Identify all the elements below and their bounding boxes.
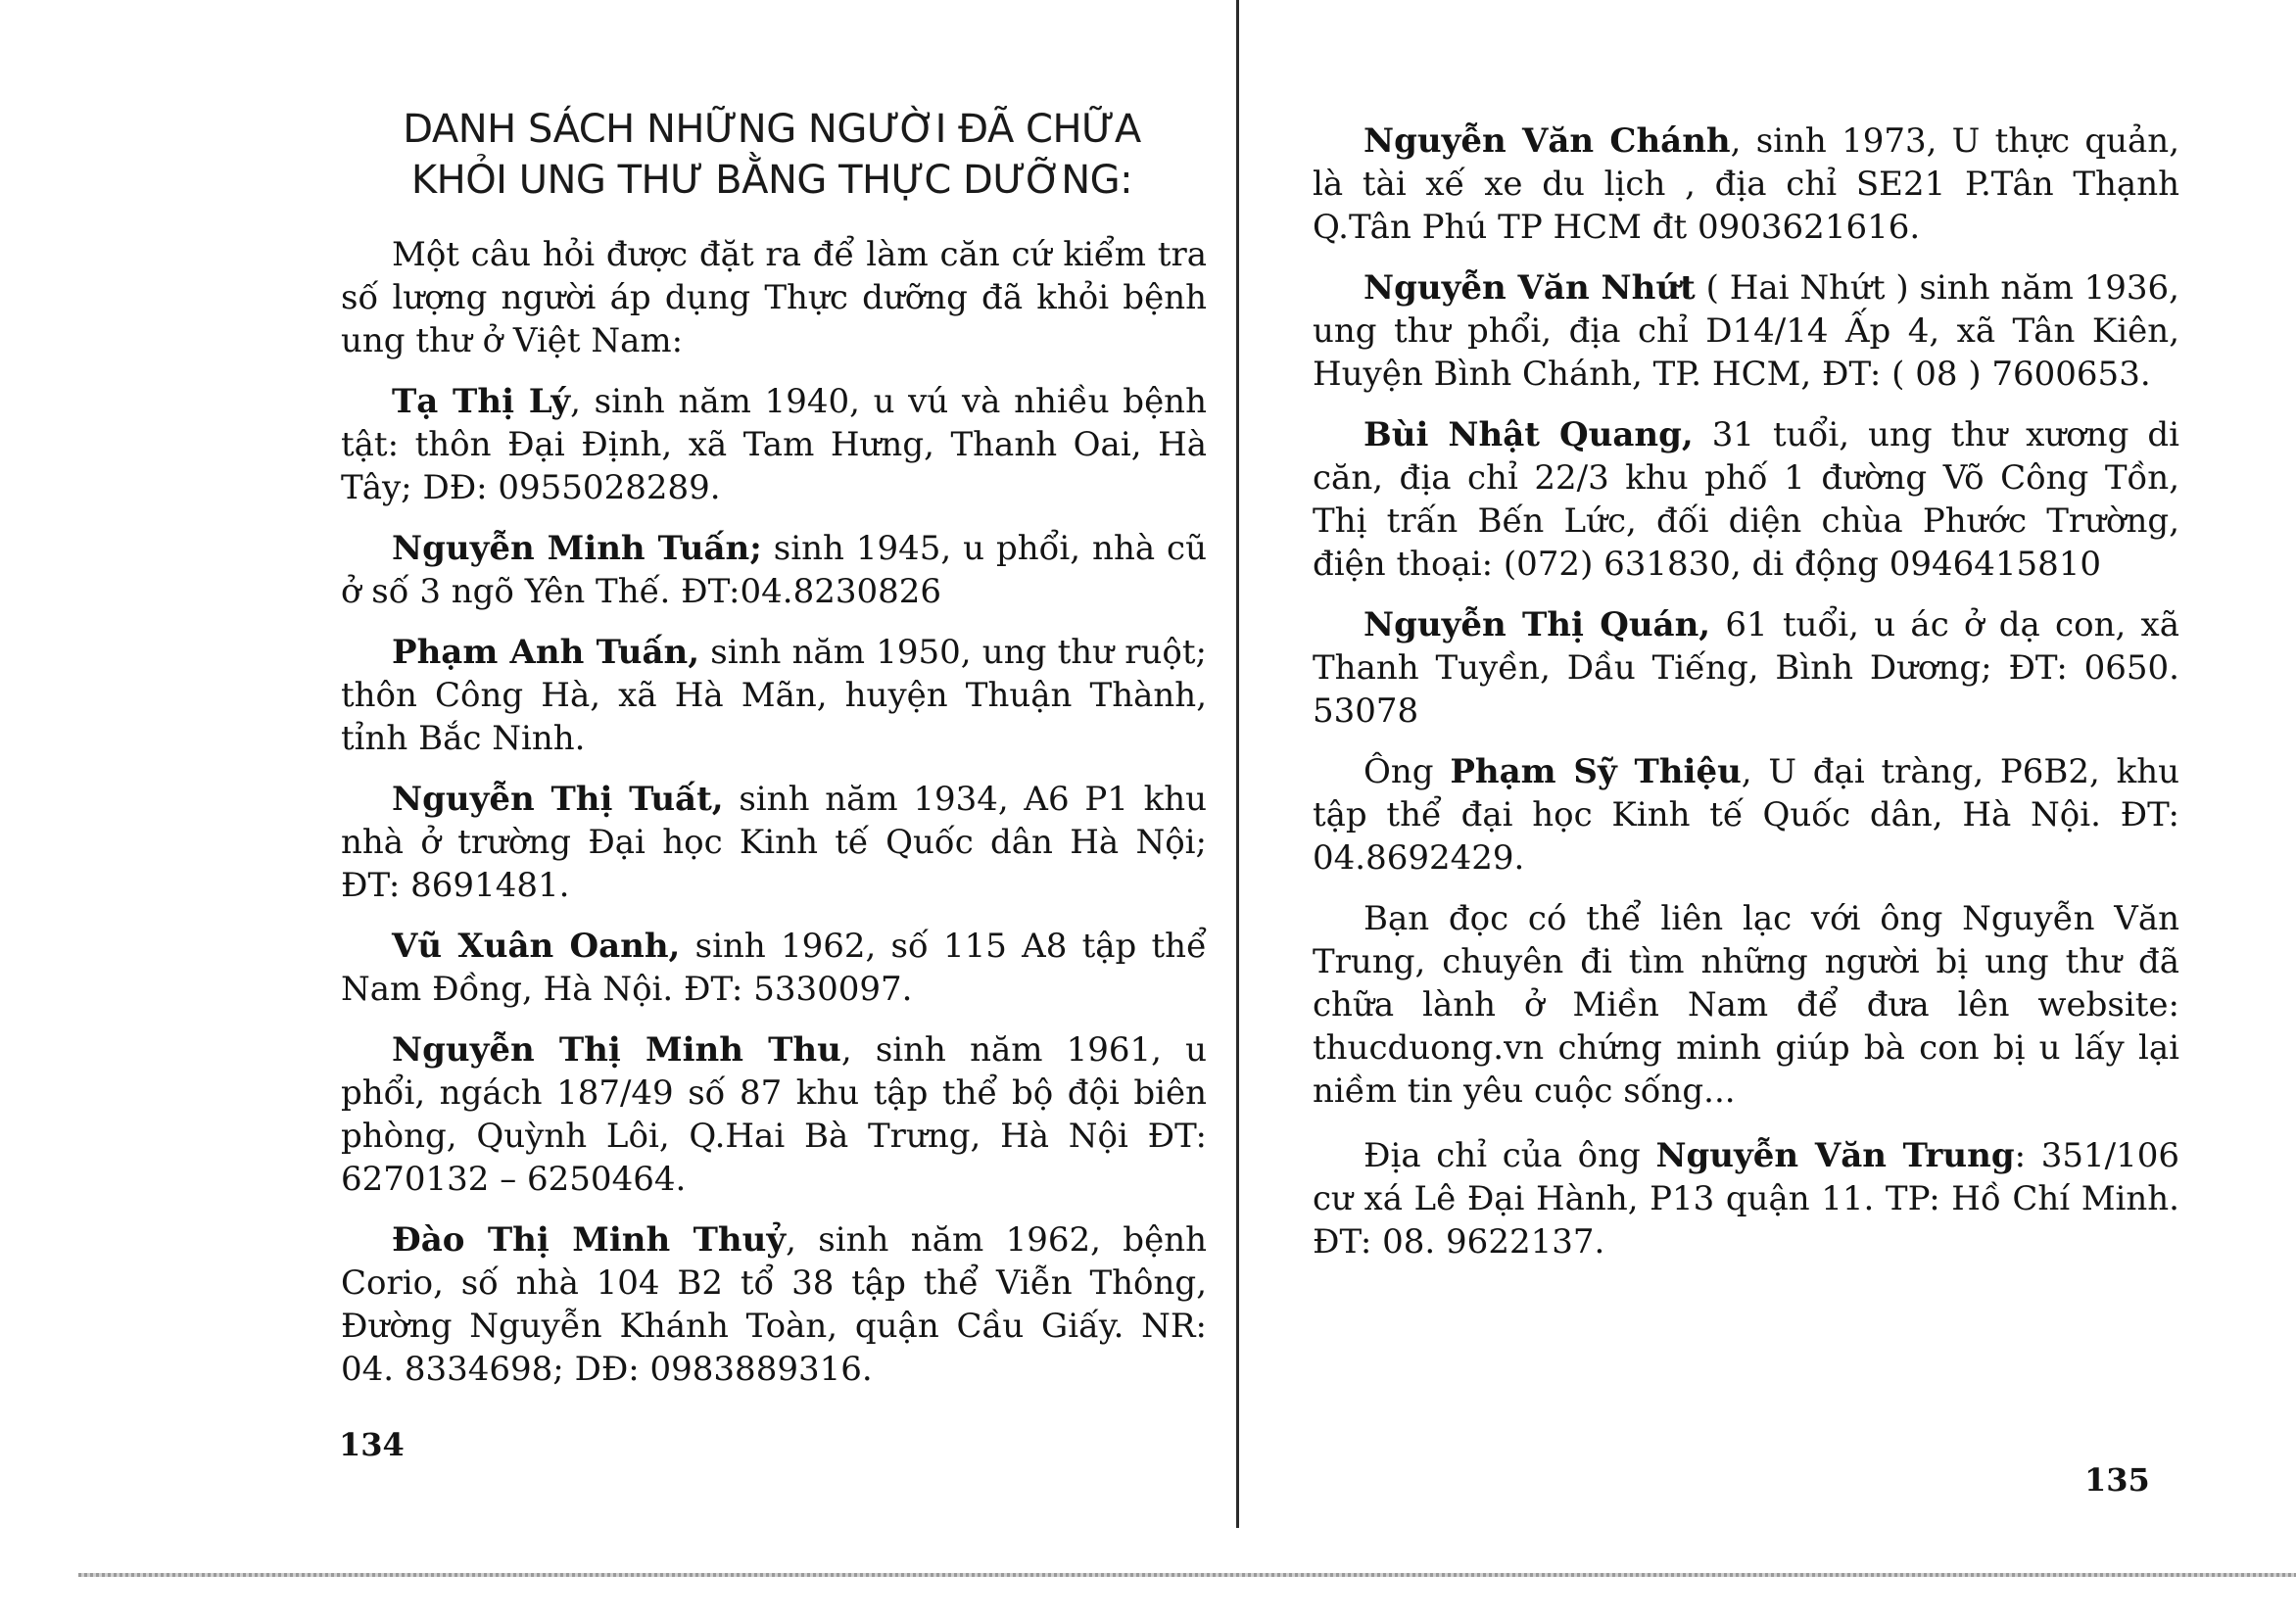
entry-name: Nguyễn Văn Chánh xyxy=(1363,121,1731,161)
entry-nguyen-van-chanh xyxy=(1313,119,2179,249)
entry-nguyen-thi-tuat xyxy=(341,778,1207,907)
entry-text: , sinh năm 1962, bệnh Corio, số nhà 104 B2 tổ 38 tập thể Viễn Thông, Đường Nguyễn Khánh Toàn, quận Cầu Giấy. NR: 04. 8334698; DĐ: 0983889316. xyxy=(341,1220,1207,1389)
page-number-left: 134 xyxy=(339,1426,405,1463)
address-paragraph xyxy=(1313,1134,2179,1263)
address-text: : 351/106 cư xá Lê Đại Hành, P13 quận 11. TP: Hồ Chí Minh. ĐT: 08. 9622137. xyxy=(1313,1136,2179,1262)
address-name: Nguyễn Văn Trung xyxy=(1655,1136,2015,1175)
entry-text: ( Hai Nhứt ) sinh năm 1936, ung thư phổi, địa chỉ D14/14 Ấp 4, xã Tân Kiên, Huyện Bình Chánh, TP. HCM, ĐT: ( 08 ) 7600653. xyxy=(1313,268,2179,394)
address-prefix: Địa chỉ của ông xyxy=(1363,1136,1656,1175)
title-line-2: KHỎI UNG THƯ BẰNG THỰC DƯỠNG: xyxy=(410,158,1133,203)
entry-ta-thi-ly xyxy=(341,380,1207,509)
entry-text: sinh 1962, số 115 A8 tập thể Nam Đồng, Hà Nội. ĐT: 5330097. xyxy=(341,927,1207,1009)
entry-dao-thi-minh-thuy xyxy=(341,1218,1207,1391)
entry-nguyen-minh-tuan xyxy=(341,527,1207,613)
entry-bui-nhat-quang xyxy=(1313,413,2179,586)
entry-name: Nguyễn Minh Tuấn; xyxy=(392,529,762,568)
page-title xyxy=(380,104,1164,206)
entry-prefix: Ông xyxy=(1363,752,1451,791)
entry-text: , sinh 1973, U thực quản, là tài xế xe du lịch , địa chỉ SE21 P.Tân Thạnh Q.Tân Phú TP HCM đt 0903621616. xyxy=(1313,121,2179,247)
entry-nguyen-thi-quan xyxy=(1313,603,2179,733)
entry-nguyen-van-nhut xyxy=(1313,266,2179,396)
scan-bottom-edge xyxy=(78,1573,2296,1577)
entry-pham-sy-thieu xyxy=(1313,750,2179,880)
entry-name: Nguyễn Thị Tuất, xyxy=(392,780,724,819)
title-line-1: DANH SÁCH NHỮNG NGƯỜI ĐÃ CHỮA xyxy=(403,107,1141,152)
entry-name: Nguyễn Văn Nhứt xyxy=(1363,268,1696,308)
entry-text: sinh năm 1934, A6 P1 khu nhà ở trường Đại học Kinh tế Quốc dân Hà Nội; ĐT: 8691481. xyxy=(341,780,1207,905)
entry-text: sinh năm 1950, ung thư ruột; thôn Công Hà, xã Hà Mãn, huyện Thuận Thành, tỉnh Bắc Ninh. xyxy=(341,633,1207,758)
entry-nguyen-thi-minh-thu xyxy=(341,1028,1207,1201)
entry-text: sinh 1945, u phổi, nhà cũ ở số 3 ngõ Yên Thế. ĐT:04.8230826 xyxy=(341,529,1207,611)
entry-pham-anh-tuan xyxy=(341,631,1207,760)
entry-name: Phạm Sỹ Thiệu xyxy=(1450,752,1742,791)
entry-text: 31 tuổi, ung thư xương di căn, địa chỉ 22/3 khu phố 1 đường Võ Công Tồn, Thị trấn Bến Lức, đối diện chùa Phước Trường, điện thoại: (072) 631830, di động 0946415810 xyxy=(1313,415,2179,584)
left-page xyxy=(341,0,1207,1391)
entry-text: , sinh năm 1961, u phổi, ngách 187/49 số 87 khu tập thể bộ đội biên phòng, Quỳnh Lôi, Q.Hai Bà Trưng, Hà Nội ĐT: 6270132 – 6250464. xyxy=(341,1030,1208,1199)
contact-note-paragraph: Bạn đọc có thể liên lạc với ông Nguyễn Văn Trung, chuyên đi tìm những người bị ung thư đã chữa lành ở Miền Nam để đưa lên website: thucduong.vn chứng minh giúp bà con bị u lấy lại niềm tin yêu cuộc sống... xyxy=(1313,899,2179,1111)
entry-name: Tạ Thị Lý xyxy=(392,382,571,421)
entry-vu-xuan-oanh xyxy=(341,925,1207,1011)
entry-text: , sinh năm 1940, u vú và nhiều bệnh tật: thôn Đại Định, xã Tam Hưng, Thanh Oai, Hà Tây; DĐ: 0955028289. xyxy=(341,382,1207,507)
entry-text: , U đại tràng, P6B2, khu tập thể đại học Kinh tế Quốc dân, Hà Nội. ĐT: 04.8692429. xyxy=(1313,752,2179,878)
entry-name: Nguyễn Thị Quán, xyxy=(1363,605,1711,644)
book-gutter xyxy=(1236,0,1239,1528)
entry-name: Phạm Anh Tuấn, xyxy=(392,633,700,672)
page-number-right: 135 xyxy=(2084,1461,2150,1499)
entry-name: Vũ Xuân Oanh, xyxy=(392,927,681,966)
entry-name: Nguyễn Thị Minh Thu xyxy=(392,1030,841,1070)
entry-name: Bùi Nhật Quang, xyxy=(1363,415,1694,454)
entry-text: 61 tuổi, u ác ở dạ con, xã Thanh Tuyền, Dầu Tiếng, Bình Dương; ĐT: 0650. 53078 xyxy=(1313,605,2179,731)
intro-paragraph: Một câu hỏi được đặt ra để làm căn cứ kiểm tra số lượng người áp dụng Thực dưỡng đã khỏi bệnh ung thư ở Việt Nam: xyxy=(341,235,1207,360)
entry-name: Đào Thị Minh Thuỷ xyxy=(392,1220,787,1260)
right-page xyxy=(1313,0,2179,1263)
